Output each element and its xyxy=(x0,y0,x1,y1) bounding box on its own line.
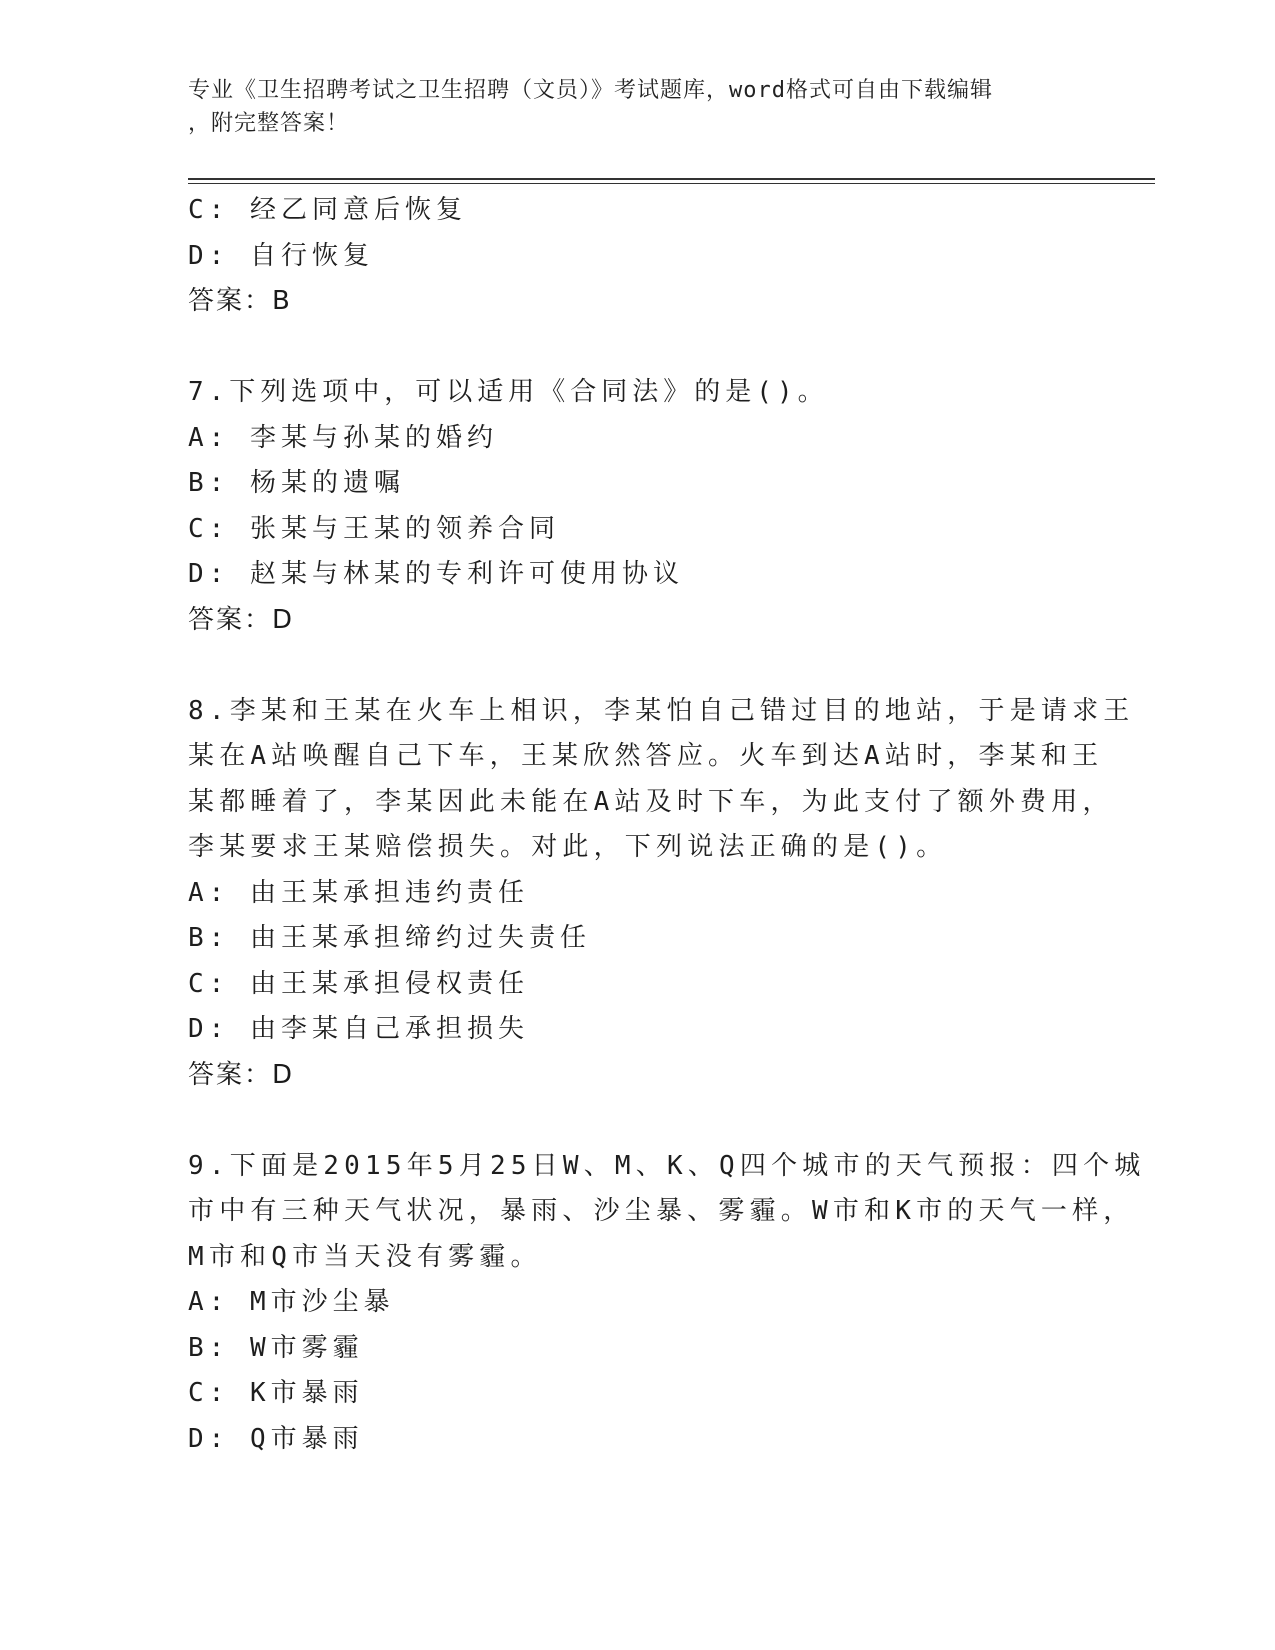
q8-question-line: 8.李某和王某在火车上相识，李某怕自己错过目的地站，于是请求王 xyxy=(188,695,1135,726)
q8-option-b: B: 由王某承担缔约过失责任 xyxy=(188,923,591,953)
q6-option-d: D: 自行恢复 xyxy=(188,240,374,271)
question-8-block xyxy=(188,689,1135,1099)
q7-option-d: D: 赵某与林某的专利许可使用协议 xyxy=(188,559,684,589)
q9-option-b: B: W市雾霾 xyxy=(188,1332,364,1363)
q9-question-line: 市中有三种天气状况，暴雨、沙尘暴、雾霾。W市和K市的天气一样， xyxy=(188,1196,1135,1226)
q9-option-a: A: M市沙尘暴 xyxy=(188,1287,395,1317)
q9-question xyxy=(188,1144,1146,1281)
question-7-block xyxy=(188,370,1088,643)
q9-option-c: C: K市暴雨 xyxy=(188,1378,364,1408)
q7-option-a: A: 李某与孙某的婚约 xyxy=(188,422,498,453)
spacer xyxy=(188,1098,1088,1144)
q9-option-d: D: Q市暴雨 xyxy=(188,1423,364,1454)
header-line-1: 专业《卫生招聘考试之卫生招聘（文员）》考试题库，word格式可自由下载编辑 xyxy=(188,78,993,103)
spacer xyxy=(188,325,1088,371)
q8-option-a: A: 由王某承担违约责任 xyxy=(188,877,529,908)
q9-question-line: M市和Q市当天没有雾霾。 xyxy=(188,1241,542,1272)
question-9-block xyxy=(188,1144,1146,1463)
q6-answer: 答案：B xyxy=(188,286,292,316)
header-line-2: ，附完整答案！ xyxy=(188,111,350,136)
q7-option-b: B: 杨某的遗嘱 xyxy=(188,468,405,498)
header-divider-thin xyxy=(188,183,1155,184)
question-content xyxy=(188,188,1146,1462)
q8-option-d: D: 由李某自己承担损失 xyxy=(188,1014,529,1044)
q7-answer: 答案：D xyxy=(188,604,295,635)
q8-answer: 答案：D xyxy=(188,1059,295,1090)
q8-option-c: C: 由王某承担侵权责任 xyxy=(188,968,529,999)
q6-option-c: C: 经乙同意后恢复 xyxy=(188,195,467,225)
header-divider-thick xyxy=(188,178,1155,180)
q9-question-line: 9.下面是2015年5月25日W、M、K、Q四个城市的天气预报：四个城 xyxy=(188,1150,1146,1181)
q8-question-line: 李某要求王某赔偿损失。对此，下列说法正确的是()。 xyxy=(188,832,948,862)
q8-question-line: 某在A站唤醒自己下车，王某欣然答应。火车到达A站时，李某和王 xyxy=(188,741,1104,771)
question-6-block xyxy=(188,188,1088,325)
q8-question-line: 某都睡着了，李某因此未能在A站及时下车，为此支付了额外费用， xyxy=(188,786,1114,817)
spacer xyxy=(188,643,1088,689)
document-header xyxy=(188,74,1088,140)
q8-question xyxy=(188,689,1135,871)
q7-option-c: C: 张某与王某的领养合同 xyxy=(188,513,560,544)
q7-question: 7.下列选项中，可以适用《合同法》的是()。 xyxy=(188,377,829,407)
